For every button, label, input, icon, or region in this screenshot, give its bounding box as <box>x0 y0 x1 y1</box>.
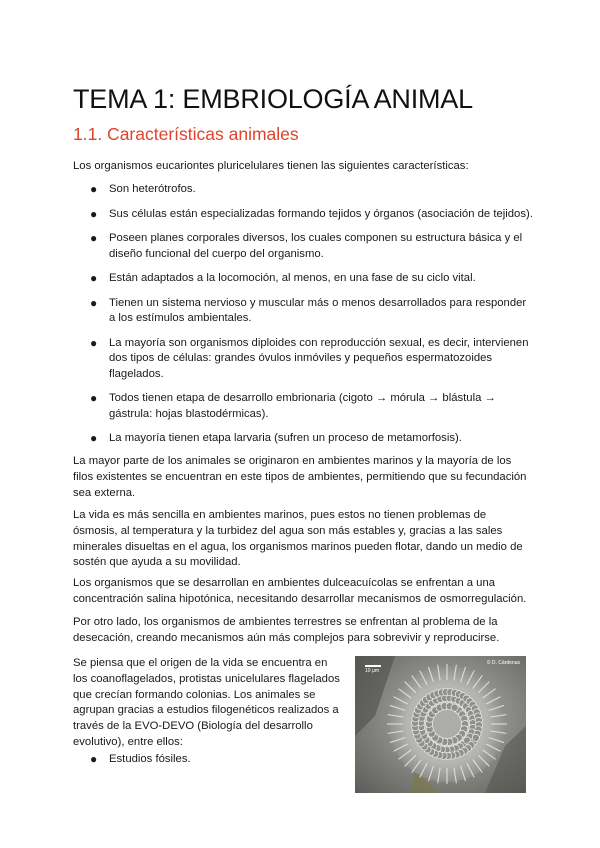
paragraph-origin: Se piensa que el origen de la vida se encuentra en los coanoflagelados, protistas unicelulares flagelados que crecían formando colonias. Los animales se agrupan gracias a estudios filogenéticos realizados a través de la EVO-DEVO (Biología del desarrollo evolutivo), entre ellos: <box>73 657 340 748</box>
list-item: ● La mayoría tienen etapa larvaria (sufren un proceso de metamorfosis). <box>90 431 462 445</box>
bullet-icon: ● <box>90 431 98 445</box>
list-item: ● Tienen un sistema nervioso y muscular más o menos desarrollados para responder a los estímulos ambientales. <box>90 295 527 324</box>
colony-cell <box>451 704 458 711</box>
paragraph-terrestrial: Por otro lado, los organismos de ambientes terrestres se enfrentan al problema de la desecación, creando mecanismos aún más complejos para sobrevivir y reproducirse. <box>73 616 500 644</box>
list-item: ● Estudios fósiles. <box>90 752 191 766</box>
paragraph-marine-origin: La mayor parte de los animales se originaron en ambientes marinos y la mayoría de los filos existentes se encuentran en este tipos de ambientes, permitiendo que su fecundación sea externa. <box>73 455 527 499</box>
bullet-icon: ● <box>90 231 98 245</box>
bullet-icon: ● <box>90 271 98 285</box>
list-item: ● Todos tienen etapa de desarrollo embrionaria (cigoto → mórula → blástula → gástrula: hojas blastodérmicas). <box>90 391 496 420</box>
micrograph-illustration <box>355 656 526 793</box>
list-item: ● Poseen planes corporales diversos, los cuales componen su estructura básica y el diseño funcional del cuerpo del organismo. <box>90 231 523 260</box>
characteristics-list <box>73 182 533 456</box>
section-heading: 1.1. Características animales <box>73 124 299 144</box>
colony-cell <box>472 734 479 741</box>
bullet-icon: ● <box>90 752 98 766</box>
evidence-list <box>73 752 343 768</box>
paragraph-freshwater: Los organismos que se desarrollan en ambientes dulceacuícolas se enfrentan a una concentración salina hipotónica, necesitando desarrollar mecanismos de osmorregulación. <box>73 577 527 605</box>
bullet-icon: ● <box>90 206 98 221</box>
list-item: ● Sus células están especializadas formando tejidos y órganos (asociación de tejidos). <box>90 206 533 221</box>
image-credit: © D. Cárdenas <box>486 660 520 666</box>
choanoflagellate-colony-image <box>355 656 526 793</box>
intro-paragraph: Los organismos eucariontes pluricelulares tienen las siguientes características: <box>73 160 469 172</box>
list-item: ● Están adaptados a la locomoción, al menos, en una fase de su ciclo vital. <box>90 271 476 285</box>
bullet-icon: ● <box>90 182 98 196</box>
bullet-icon: ● <box>90 335 98 350</box>
bullet-icon: ● <box>90 391 98 405</box>
paragraph-marine-life: La vida es más sencilla en ambientes marinos, pues estos no tienen problemas de ósmosis, al temperatura y la turbidez del agua son más estables y, gracias a las sales minerales disueltas en el agua, los organismos marinos pueden flotar, dando un medio de sostén que ayuda a su movilidad. <box>73 509 523 569</box>
page-title: TEMA 1: EMBRIOLOGÍA ANIMAL <box>73 84 473 114</box>
scale-label: 10 µm <box>365 668 379 674</box>
bullet-icon: ● <box>90 295 98 310</box>
list-item: ● Son heterótrofos. <box>90 182 196 196</box>
list-item: ● La mayoría son organismos diploides con reproducción sexual, es decir, intervienen dos tipos de células: grandes óvulos inmóviles y pequeños espermatozoides flagelados. <box>90 335 529 380</box>
scale-bar <box>365 665 381 667</box>
